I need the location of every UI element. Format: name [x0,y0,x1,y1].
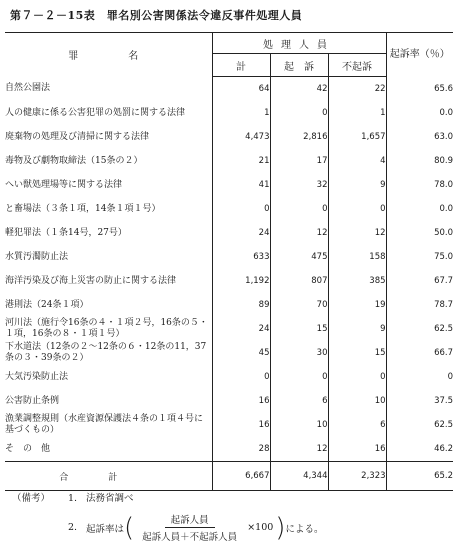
row-total: 1 [212,101,270,125]
note-2-tail: による。 [285,523,324,535]
total-label: 合計 [5,462,212,491]
note-2-lead: 起訴率は [86,523,125,535]
header-total: 計 [212,54,270,77]
row-not-prosecuted: 9 [328,173,386,197]
table-row [5,341,453,365]
row-total: 1,192 [212,269,270,293]
table-row [5,293,453,317]
row-crime-name: 公害防止条例 [5,389,212,413]
row-not-prosecuted: 16 [328,437,386,462]
note-1-text: 法務省調べ [86,493,134,504]
row-prosecuted: 6 [270,389,328,413]
header-not-prosecuted: 不起訴 [328,54,386,77]
table-row [5,125,453,149]
row-total: 0 [212,365,270,389]
row-total: 16 [212,389,270,413]
note-2 [68,512,323,543]
row-total: 16 [212,413,270,437]
row-not-prosecuted: 0 [328,365,386,389]
header-processed-group: 処理人員 [212,33,386,54]
table-row [5,221,453,245]
total-row [5,462,453,491]
header-rate: 起訴率（％） [389,48,450,60]
row-rate: 62.5 [434,324,454,334]
note-1-number: 1. [68,493,78,504]
row-prosecuted: 12 [270,437,328,462]
row-not-prosecuted: 15 [328,341,386,365]
row-total: 0 [212,197,270,221]
row-prosecuted: 10 [270,413,328,437]
note-1 [12,490,134,504]
row-crime-name: 自然公園法 [5,77,212,102]
row-rate: 0 [447,372,454,382]
total-count: 6,667 [212,462,270,491]
row-prosecuted: 15 [270,317,328,341]
row-total: 45 [212,341,270,365]
table-row [5,413,453,437]
table-row [5,173,453,197]
row-not-prosecuted: 1 [328,101,386,125]
row-crime-name: そ の 他 [5,437,212,462]
row-not-prosecuted: 385 [328,269,386,293]
row-total: 4,473 [212,125,270,149]
table-body [5,77,453,462]
row-crime-name: 海洋汚染及び海上災害の防止に関する法律 [5,269,212,293]
row-not-prosecuted: 12 [328,221,386,245]
row-rate: 0.0 [439,108,454,118]
row-rate: 63.0 [434,132,454,142]
note-2-number: 2. [68,522,78,533]
table-row [5,317,453,341]
row-total: 41 [212,173,270,197]
table-row [5,437,453,462]
row-prosecuted: 0 [270,197,328,221]
row-crime-name: 漁業調整規則（水産資源保護法４条の１項４号に基づくもの） [5,413,212,437]
table-row [5,77,453,102]
total-rate: 65.2 [386,462,453,491]
row-crime-name: 水質汚濁防止法 [5,245,212,269]
row-rate: 78.0 [434,180,454,190]
row-not-prosecuted: 6 [328,413,386,437]
row-prosecuted: 70 [270,293,328,317]
row-rate: 66.7 [434,348,454,358]
row-total: 633 [212,245,270,269]
rate-fraction [136,512,243,543]
row-not-prosecuted: 4 [328,149,386,173]
row-crime-name: 人の健康に係る公害犯罪の処罰に関する法律 [5,101,212,125]
row-rate: 75.0 [434,252,454,262]
row-prosecuted: 0 [270,365,328,389]
row-crime-name: 港則法（24条１項） [5,293,212,317]
header-prosecuted: 起 訴 [270,54,328,77]
row-prosecuted: 0 [270,101,328,125]
row-crime-name: 下水道法（12条の２～12条の６・12条の11，37条の３・39条の２） [5,341,212,365]
row-prosecuted: 17 [270,149,328,173]
row-prosecuted: 32 [270,173,328,197]
row-rate: 78.7 [434,300,454,310]
row-prosecuted: 12 [270,221,328,245]
table-row [5,149,453,173]
row-not-prosecuted: 22 [328,77,386,102]
table-row [5,245,453,269]
row-prosecuted: 807 [270,269,328,293]
row-total: 21 [212,149,270,173]
row-rate: 46.2 [434,444,454,454]
row-crime-name: 毒物及び劇物取締法（15条の２） [5,149,212,173]
table-row [5,101,453,125]
row-rate: 50.0 [434,228,454,238]
multiplier: ×100 [247,522,274,533]
row-not-prosecuted: 1,657 [328,125,386,149]
total-not-prosecuted: 2,323 [328,462,386,491]
row-rate: 65.6 [434,83,454,94]
row-crime-name: へい獣処理場等に関する法律 [5,173,212,197]
row-total: 28 [212,437,270,462]
row-rate: 37.5 [434,396,454,406]
close-paren: ) [275,512,286,543]
row-rate: 0.0 [439,204,454,214]
open-paren: ( [124,512,135,543]
row-rate: 62.5 [434,420,454,430]
table-title: 第７－２－15表 罪名別公害関係法令違反事件処理人員 [10,9,303,22]
notes-label: （備考） [12,493,51,504]
row-prosecuted: 42 [270,77,328,102]
row-not-prosecuted: 9 [328,317,386,341]
row-crime-name: 軽犯罪法（１条14号，27号） [5,221,212,245]
fraction-denominator: 起訴人員＋不起訴人員 [142,532,238,543]
row-total: 24 [212,221,270,245]
row-not-prosecuted: 10 [328,389,386,413]
row-total: 89 [212,293,270,317]
row-not-prosecuted: 0 [328,197,386,221]
table-row [5,389,453,413]
row-crime-name: 大気汚染防止法 [5,365,212,389]
row-rate: 80.9 [434,156,454,166]
row-prosecuted: 475 [270,245,328,269]
row-crime-name: と畜場法（３条１項，14条１項１号） [5,197,212,221]
fraction-numerator: 起訴人員 [165,512,215,528]
row-not-prosecuted: 158 [328,245,386,269]
table-row [5,365,453,389]
row-total: 64 [212,77,270,102]
table-row [5,269,453,293]
table-row [5,197,453,221]
row-rate: 67.7 [434,276,454,286]
row-prosecuted: 2,816 [270,125,328,149]
statistics-table [5,32,453,491]
row-not-prosecuted: 19 [328,293,386,317]
row-crime-name: 廃棄物の処理及び清掃に関する法律 [5,125,212,149]
header-crime-name: 罪 名 [5,33,212,77]
total-prosecuted: 4,344 [270,462,328,491]
row-crime-name: 河川法（施行令16条の４・１項２号，16条の５・１項，16条の８・１項１号） [5,317,212,341]
row-total: 24 [212,317,270,341]
row-prosecuted: 30 [270,341,328,365]
